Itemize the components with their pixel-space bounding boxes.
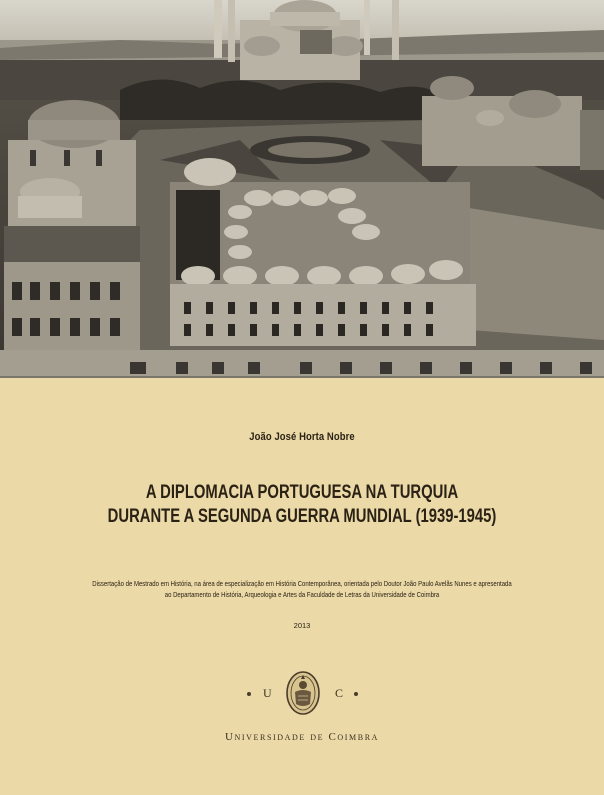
uc-letter-u: U [263, 686, 272, 700]
description-line-1: Dissertação de Mestrado em História, na área de especialização em História Contemporânea, orientada pelo Doutor João Paulo Avelãs Nunes e apresentada [92, 579, 512, 588]
university-name: Universidade de Coimbra [224, 731, 380, 743]
istanbul-mosques-photo [0, 0, 604, 378]
title-line-2: DURANTE A SEGUNDA GUERRA MUNDIAL (1939-1945) [107, 506, 497, 527]
cover-photograph [0, 0, 604, 378]
author-name: João José Horta Nobre [249, 431, 355, 443]
title-line-1: A DIPLOMACIA PORTUGUESA NA TURQUIA [145, 482, 459, 503]
publication-year: 2013 [293, 621, 311, 630]
dot-right [354, 692, 358, 696]
description-line-2: ao Departamento de História, Arqueologia e Artes da Faculdade de Letras da Universidade de Coimbra [164, 590, 440, 599]
university-seal-icon [285, 670, 321, 716]
university-logo [0, 670, 604, 718]
thesis-title [66, 481, 537, 529]
dissertation-description [60, 578, 543, 600]
dot-left [247, 692, 251, 696]
uc-letter-c: C [335, 686, 344, 700]
